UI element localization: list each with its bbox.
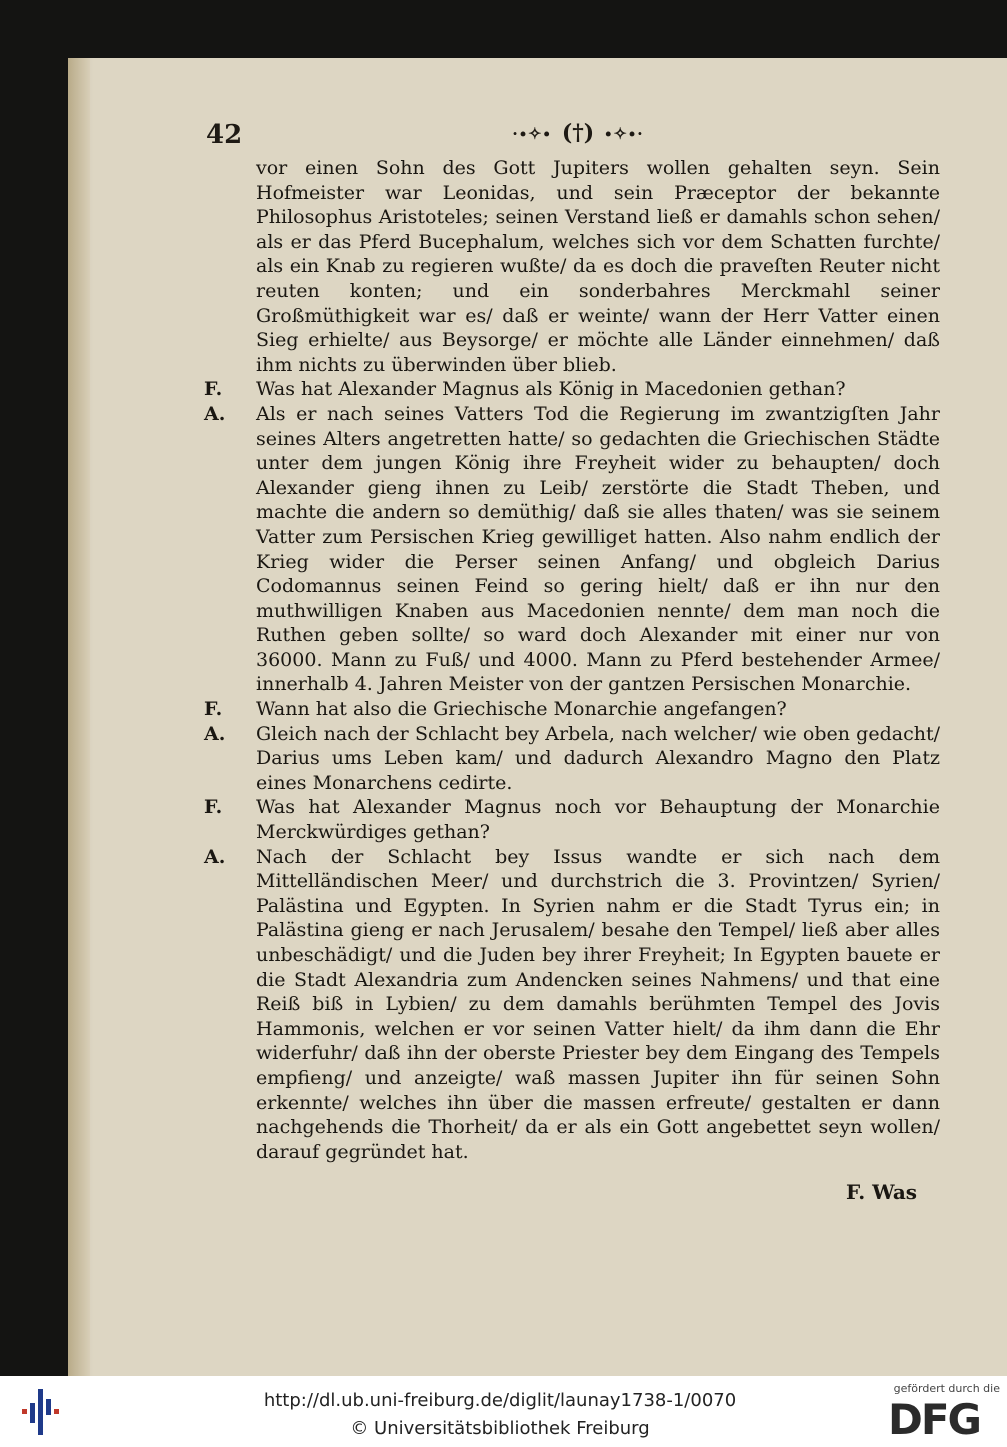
permalink[interactable]: http://dl.ub.uni-freiburg.de/diglit/launay1738-1/0070	[263, 1390, 737, 1411]
catchword: F. Was	[846, 1180, 918, 1204]
answer-text: Nach der Schlacht bey Issus wandte er sich nach dem Mittelländischen Meer/ und durchstrich die 3. Provintzen/ Syrien/ Palästina und Egypten. In Syrien nahm er die Stadt Tyrus ein; in Palästina gieng er nach Jerusalem/ besahe den Tempel/ ließ aber alles unbeschädigt/ und die Juden bey ihrer Freyheit; In Egypten bauete er die Stadt Alexandria zum Andencken seines Nahmens/ und that eine Reiß biß in Lybien/ zu dem damahls berühmten Tempel des Jovis Hammonis, welchen er vor seinen Vatter hielt/ da ihm dann die Ehr widerfuhr/ daß ihn der oberste Priester bey dem Eingang des Tempels empfieng/ und anzeigte/ waß massen Jupiter ihn für seinen Sohn erkennte/ welches ihn über die massen erfreute/ gestalten er dann nachgehends die Thorheit/ da er als ein Gott angebettet seyn wollen/ darauf gegründet hat.	[256, 845, 940, 1163]
answer	[204, 845, 940, 1165]
ornament-right: ∙✧∙·	[604, 123, 644, 143]
question-label: F.	[204, 698, 223, 721]
copyright-notice: © Universitätsbibliothek Freiburg	[350, 1418, 650, 1439]
answer	[204, 722, 940, 796]
body-text	[204, 156, 940, 1164]
answer	[204, 402, 940, 697]
answer-text: Gleich nach der Schlacht bey Arbela, nach welcher/ wie oben gedacht/ Darius ums Leben kam/ und dadurch Alexandro Magno den Platz eines Monarchens cedirte.	[256, 722, 940, 794]
question	[204, 697, 940, 722]
paragraph-text: vor einen Sohn des Gott Jupiters wollen gehalten seyn. Sein Hofmeister war Leonidas, und sein Præceptor der bekannte Philosophus Aristoteles; seinen Verstand ließ er damahls schon sehen/ als er das Pferd Bucephalum, welches sich vor dem Schatten furchte/ als ein Knab zu regieren wußte/ da es doch die praveſten Reuter nicht reuten konten; und ein sonderbahres Merckmahl seiner Großmüthigkeit war es/ daß er weinte/ wann der Herr Vatter einen Sieg erhielte/ aus Beysorge/ er möchte alle Länder einnehmen/ daß ihm nichts zu überwinden über blieb.	[256, 157, 940, 376]
answer-label: A.	[204, 402, 226, 425]
question	[204, 377, 940, 402]
ornament-left: ·∙✧∙	[512, 123, 552, 143]
page-edge	[68, 58, 90, 1376]
answer-label: A.	[204, 722, 226, 745]
running-head	[478, 118, 678, 148]
question-label: F.	[204, 796, 223, 819]
question	[204, 795, 940, 844]
question-text: Wann hat also die Griechische Monarchie angefangen?	[256, 698, 787, 721]
page-number: 42	[206, 120, 243, 150]
answer-label: A.	[204, 845, 226, 868]
question-text: Was hat Alexander Magnus als König in Macedonien gethan?	[256, 378, 846, 401]
question-text: Was hat Alexander Magnus noch vor Behauptung der Monarchie Merckwürdiges gethan?	[256, 796, 940, 844]
question-label: F.	[204, 378, 223, 401]
answer-text: Als er nach seines Vatters Tod die Regierung im zwantzigſten Jahr seines Alters angetretten hatte/ so gedachten die Griechischen Städte unter dem jungen König ihre Freyheit wider zu behaupten/ doch Alexander gieng ihnen zu Leib/ zerstörte die Stadt Theben, und machte die andern so demüthig/ daß sie alles thaten/ was sie seinem Vatter zum Persischen Krieg gewilliget hatten. Also nahm endlich der Krieg wider die Perser seinen Anfang/ und obgleich Darius Codomannus seinen Feind so gering hielt/ daß er ihn nur den muthwilligen Knaben aus Macedonien nennte/ dem man noch die Ruthen geben sollte/ so ward doch Alexander mit einer nur von 36000. Mann zu Fuß/ und 4000. Mann zu Pferd bestehender Armee/ innerhalb 4. Jahren Meister von der gantzen Persischen Monarchie.	[256, 402, 940, 696]
running-head-text: (†)	[561, 120, 595, 146]
library-logo-icon	[16, 1389, 66, 1435]
dfg-logo: DFG	[888, 1395, 981, 1444]
funding-note: gefördert durch die	[893, 1382, 1000, 1395]
paragraph	[204, 156, 940, 377]
